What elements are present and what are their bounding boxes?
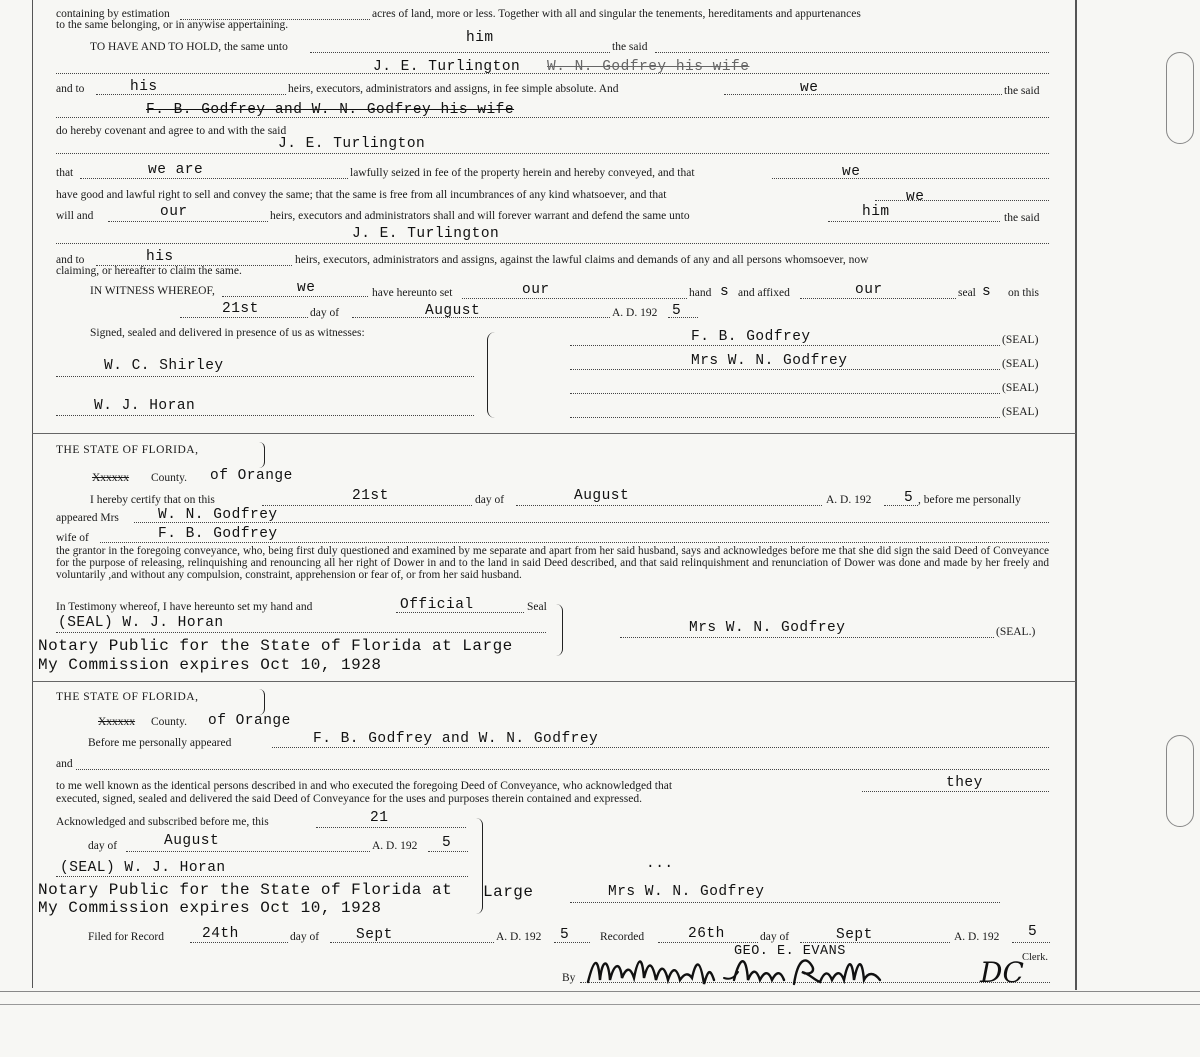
- deed-ad-label: A. D. 192: [612, 307, 658, 319]
- ack1-county-struck: Xxxxxx: [92, 472, 130, 484]
- ack2-commission: My Commission expires Oct 10, 1928: [38, 899, 382, 917]
- ack2-appeared-value: F. B. Godfrey and W. N. Godfrey: [313, 731, 599, 747]
- affixed-value: our: [855, 282, 883, 298]
- the-said-label-3: the said: [1004, 212, 1040, 224]
- hand-suffix: s: [720, 284, 730, 300]
- deed-month: August: [425, 303, 481, 319]
- binder-ring-bottom: [1166, 735, 1194, 827]
- defend-name: J. E. Turlington: [352, 226, 500, 242]
- ack2-ellipsis: ...: [646, 856, 674, 872]
- ack2-notary-title: Notary Public for the State of Florida at: [38, 881, 453, 899]
- the-said-label-2: the said: [1004, 85, 1040, 97]
- ack1-wife-value: F. B. Godfrey: [158, 526, 278, 542]
- ack1-seal-mark: (SEAL.): [996, 626, 1036, 638]
- seal-mark-3: (SEAL): [1002, 382, 1039, 394]
- hand-label: hand: [689, 287, 712, 299]
- ack2-known-value: they: [946, 775, 983, 791]
- containing-text-a: containing by estimation: [56, 8, 170, 20]
- grantors-struck: F. B. Godfrey and W. N. Godfrey his wife: [146, 102, 515, 118]
- seized-text: lawfully seized in fee of the property herein and hereby conveyed, and that: [350, 167, 695, 179]
- containing-text-c: to the same belonging, or in anywise appertaining.: [56, 19, 289, 31]
- seal-label: seal: [958, 287, 976, 299]
- ack1-state: THE STATE OF FLORIDA,: [56, 444, 199, 456]
- filed-day: 24th: [202, 926, 239, 942]
- ack1-notary-title: Notary Public for the State of Florida at Large: [38, 637, 513, 655]
- signer-2: Mrs W. N. Godfrey: [691, 353, 848, 369]
- ack1-body-text: the grantor in the foregoing conveyance, who, being first duly questioned and examined by me separate and apart from her said husband, says and acknowledges before me that she did sign the said Deed of Conveyance for the purpose of releasing, relinquishing and renouncing all her right of Dower in and to the land in said Deed described, and that said relinquishment and renunciation of Dower was done and made by her freely and voluntarily ,and without any compulsion, constraint, apprehension or fear of, or from her said husband.: [56, 545, 1049, 581]
- will-value: our: [160, 204, 188, 220]
- that-label: that: [56, 167, 74, 179]
- have-set-label: have hereunto set: [372, 287, 453, 299]
- ack2-county-label: County.: [151, 716, 187, 728]
- signed-sealed-label: Signed, sealed and delivered in presence of us as witnesses:: [90, 327, 365, 339]
- seal-mark-1: (SEAL): [1002, 334, 1039, 346]
- affixed-label: and affixed: [738, 287, 790, 299]
- section-divider-2: [32, 681, 1076, 682]
- filed-year: 5: [560, 927, 570, 943]
- covenant-label: do hereby covenant and agree to and with the said: [56, 125, 287, 137]
- and-value: we: [800, 80, 819, 96]
- ack1-before-me: , before me personally: [918, 494, 1021, 506]
- and-to-label: and to: [56, 83, 85, 95]
- ack2-executed-text: executed, signed, sealed and delivered the said Deed of Conveyance for the uses and purposes therein contained and expressed.: [56, 793, 642, 805]
- containing-text-b: acres of land, more or less. Together with all and singular the tenements, hereditaments and appurtenances: [372, 8, 861, 20]
- dc-mark: DC: [980, 956, 1024, 989]
- ack1-county-value: of Orange: [210, 468, 293, 484]
- recorded-day: 26th: [688, 926, 725, 942]
- ack2-known-text: to me well known as the identical persons described in and who executed the foregoing Deed of Conveyance, who acknowledged that: [56, 780, 673, 792]
- page-bottom-line: [0, 991, 1200, 992]
- seal-mark-4: (SEAL): [1002, 406, 1039, 418]
- seal-suffix: s: [982, 284, 992, 300]
- ack2-notary-seal: (SEAL) W. J. Horan: [60, 860, 226, 876]
- recorded-ad-label: A. D. 192: [954, 931, 1000, 943]
- ack2-state: THE STATE OF FLORIDA,: [56, 691, 199, 703]
- ack1-seal-word: Seal: [527, 601, 547, 613]
- ack1-commission: My Commission expires Oct 10, 1928: [38, 656, 382, 674]
- ack1-appeared-value: W. N. Godfrey: [158, 507, 278, 523]
- witness-2: W. J. Horan: [94, 398, 196, 414]
- day-of-label: day of: [310, 307, 340, 319]
- heirs-text: heirs, executors, administrators and assigns, in fee simple absolute. And: [288, 83, 619, 95]
- clerk-label: Clerk.: [1022, 952, 1048, 963]
- on-this-label: on this: [1008, 287, 1039, 299]
- good-right-text: have good and lawful right to sell and convey the same; that the same is free from all incumbrances of any kind whatsoever, and that: [56, 189, 667, 201]
- recorded-day-of: day of: [760, 931, 790, 943]
- witness-whereof-label: IN WITNESS WHEREOF,: [90, 285, 215, 297]
- ack1-testimony-label: In Testimony whereof, I have hereunto set my hand and: [56, 601, 313, 613]
- heirs2-continued: claiming, or hereafter to claim the same.: [56, 265, 242, 277]
- right-border: [1075, 0, 1077, 990]
- signer-1: F. B. Godfrey: [691, 329, 811, 345]
- good-right-value: we: [906, 189, 925, 205]
- ack2-signer: Mrs W. N. Godfrey: [608, 884, 765, 900]
- heirs2-text: heirs, executors, administrators and assigns, against the lawful claims and demands of any and all persons whomsoever, now: [295, 254, 869, 266]
- that-value: we are: [148, 162, 204, 178]
- seal-mark-2: (SEAL): [1002, 358, 1039, 370]
- ack1-day-of: day of: [475, 494, 505, 506]
- set-value: our: [522, 282, 550, 298]
- and-to-value: his: [130, 79, 158, 95]
- ack2-appeared-label: Before me personally appeared: [88, 737, 232, 749]
- ack1-county-label: County.: [151, 472, 187, 484]
- warrant-value: him: [862, 204, 890, 220]
- ack2-county-value: of Orange: [208, 713, 291, 729]
- ack2-ad-label: A. D. 192: [372, 840, 418, 852]
- covenant-value: J. E. Turlington: [278, 136, 426, 152]
- deputy-clerk-signature: [584, 950, 1044, 990]
- witness-whereof-value: we: [297, 280, 316, 296]
- ack2-and-label: and: [56, 758, 73, 770]
- recorded-month: Sept: [836, 927, 873, 943]
- witness-1: W. C. Shirley: [104, 358, 224, 374]
- section-divider-1: [32, 433, 1076, 434]
- ack1-appeared-label: appeared Mrs: [56, 512, 119, 524]
- clerk-name: GEO. E. EVANS: [734, 944, 846, 959]
- filed-ad-label: A. D. 192: [496, 931, 542, 943]
- filed-month: Sept: [356, 927, 393, 943]
- ack1-month: August: [574, 488, 630, 504]
- filed-label: Filed for Record: [88, 931, 165, 943]
- ack2-subscribed-value: 21: [370, 810, 389, 826]
- grantee-name: J. E. Turlington: [373, 59, 521, 75]
- warrant-text: heirs, executors and administrators shall and will forever warrant and defend the same unto: [270, 210, 690, 222]
- will-and-label: will and: [56, 210, 94, 222]
- ack1-day: 21st: [352, 488, 389, 504]
- left-border: [32, 0, 33, 988]
- ack1-wife-label: wife of: [56, 532, 89, 544]
- page-bottom-line-2: [0, 1004, 1200, 1005]
- filed-day-of: day of: [290, 931, 320, 943]
- hold-value: him: [466, 30, 494, 46]
- ack1-notary-seal: (SEAL) W. J. Horan: [58, 615, 224, 631]
- ack2-subscribed-label: Acknowledged and subscribed before me, this: [56, 816, 269, 828]
- and-to-label-2: and to: [56, 254, 85, 266]
- the-said-label: the said: [612, 41, 648, 53]
- ack1-year-digit: 5: [904, 490, 914, 506]
- ack2-month: August: [164, 833, 220, 849]
- ack2-day-of: day of: [88, 840, 118, 852]
- have-hold-label: TO HAVE AND TO HOLD, the same unto: [90, 41, 288, 53]
- ack1-signer: Mrs W. N. Godfrey: [689, 620, 846, 636]
- ack2-county-struck: Xxxxxx: [98, 716, 136, 728]
- witness-brace: [487, 332, 498, 418]
- and-to-value-2: his: [146, 249, 174, 265]
- ack1-certify-text: I hereby certify that on this: [90, 494, 215, 506]
- deed-day: 21st: [222, 301, 259, 317]
- ack1-ad-label: A. D. 192: [826, 494, 872, 506]
- ack2-notary-large: Large: [483, 883, 534, 901]
- ack2-year-digit: 5: [442, 835, 452, 851]
- recorded-label: Recorded: [600, 931, 645, 943]
- deed-year-digit: 5: [672, 303, 682, 319]
- recorded-year: 5: [1028, 924, 1038, 940]
- grantee-struck: W. N. Godfrey his wife: [547, 59, 750, 75]
- by-label: By: [562, 972, 576, 984]
- ack1-testimony-value: Official: [400, 597, 474, 613]
- seized-value: we: [842, 164, 861, 180]
- binder-ring-top: [1166, 52, 1194, 144]
